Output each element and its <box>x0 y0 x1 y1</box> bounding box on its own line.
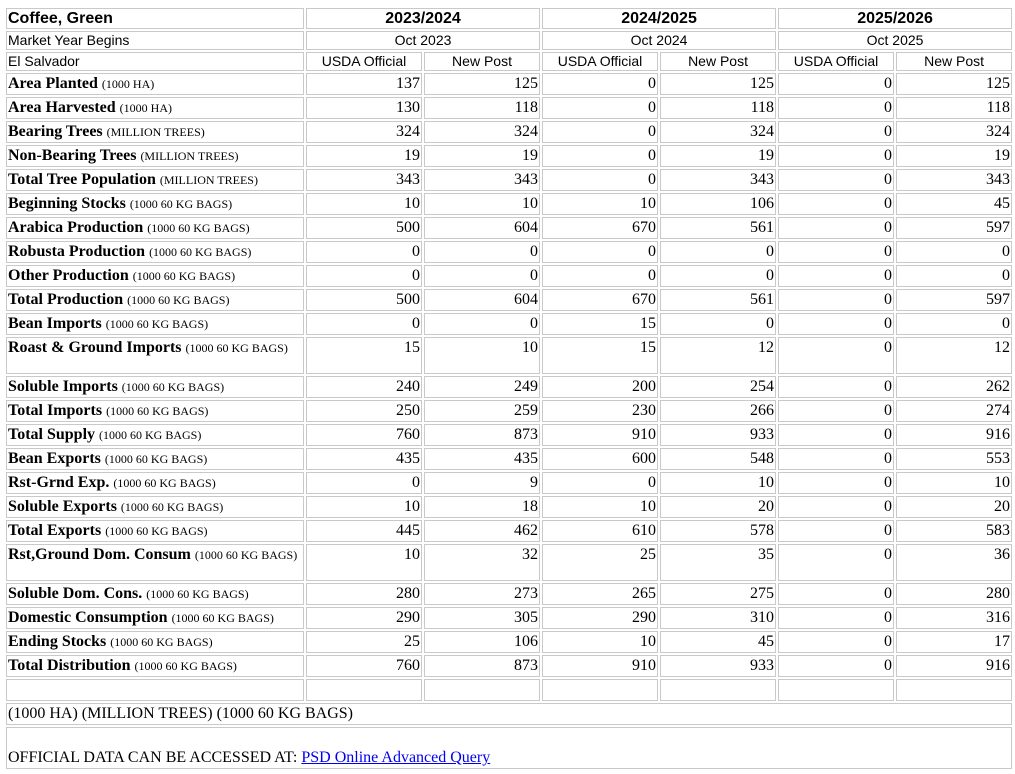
value-cell: 760 <box>306 424 422 446</box>
value-cell: 324 <box>424 121 540 143</box>
attribute-name: Rst-Grnd Exp. <box>8 474 110 491</box>
value-cell: 0 <box>778 169 894 191</box>
value-cell: 0 <box>660 313 776 335</box>
value-cell: 274 <box>896 400 1012 422</box>
attribute-name: Total Exports <box>8 522 102 539</box>
value-cell: 10 <box>424 193 540 215</box>
value-cell: 0 <box>778 217 894 239</box>
country-label: El Salvador <box>6 52 304 71</box>
attribute-unit: (1000 60 KG BAGS) <box>132 269 236 283</box>
value-cell: 0 <box>778 520 894 542</box>
value-cell: 273 <box>424 583 540 605</box>
value-cell: 561 <box>660 289 776 311</box>
attribute-unit: (1000 60 KG BAGS) <box>194 548 298 562</box>
row-attribute <box>6 337 304 374</box>
attribute-name: Total Imports <box>8 402 103 419</box>
col-usda-official: USDA Official <box>306 52 422 71</box>
value-cell: 266 <box>660 400 776 422</box>
value-cell: 604 <box>424 289 540 311</box>
value-cell: 118 <box>896 97 1012 119</box>
value-cell: 45 <box>896 193 1012 215</box>
value-cell: 0 <box>778 448 894 470</box>
attribute-unit: (MILLION TREES) <box>159 173 258 187</box>
value-cell: 0 <box>778 73 894 95</box>
attribute-unit: (1000 60 KG BAGS) <box>127 293 230 307</box>
value-cell: 15 <box>306 337 422 374</box>
value-cell: 249 <box>424 376 540 398</box>
year-begins-2: Oct 2024 <box>542 31 776 50</box>
table-row <box>6 337 1012 374</box>
table-body <box>6 73 1012 677</box>
value-cell: 10 <box>424 337 540 374</box>
value-cell: 125 <box>896 73 1012 95</box>
table-row <box>6 313 1012 335</box>
value-cell: 106 <box>424 631 540 653</box>
value-cell: 343 <box>424 169 540 191</box>
value-cell: 0 <box>660 265 776 287</box>
value-cell: 12 <box>660 337 776 374</box>
attribute-name: Bean Imports <box>8 315 102 332</box>
attribute-name: Total Supply <box>8 426 96 443</box>
row-attribute <box>6 289 304 311</box>
value-cell: 19 <box>896 145 1012 167</box>
value-cell: 0 <box>778 241 894 263</box>
value-cell: 604 <box>424 217 540 239</box>
attribute-unit: (MILLION TREES) <box>106 125 205 139</box>
value-cell: 10 <box>542 631 658 653</box>
row-attribute <box>6 400 304 422</box>
psd-table <box>4 6 1014 771</box>
row-attribute <box>6 217 304 239</box>
value-cell: 10 <box>896 472 1012 494</box>
row-attribute <box>6 520 304 542</box>
value-cell: 910 <box>542 424 658 446</box>
value-cell: 0 <box>306 265 422 287</box>
value-cell: 10 <box>306 544 422 581</box>
value-cell: 0 <box>896 241 1012 263</box>
value-cell: 262 <box>896 376 1012 398</box>
attribute-name: Domestic Consumption <box>8 609 168 626</box>
attribute-unit: (1000 60 KG BAGS) <box>120 500 224 514</box>
row-attribute <box>6 121 304 143</box>
value-cell: 18 <box>424 496 540 518</box>
value-cell: 445 <box>306 520 422 542</box>
value-cell: 25 <box>306 631 422 653</box>
table-row <box>6 448 1012 470</box>
attribute-unit: (1000 60 KG BAGS) <box>149 245 252 259</box>
value-cell: 0 <box>424 313 540 335</box>
value-cell: 0 <box>542 145 658 167</box>
value-cell: 10 <box>542 193 658 215</box>
value-cell: 275 <box>660 583 776 605</box>
year-begins-3: Oct 2025 <box>778 31 1012 50</box>
value-cell: 0 <box>542 169 658 191</box>
value-cell: 316 <box>896 607 1012 629</box>
value-cell: 118 <box>424 97 540 119</box>
value-cell: 10 <box>306 193 422 215</box>
year-begins-1: Oct 2023 <box>306 31 540 50</box>
value-cell: 200 <box>542 376 658 398</box>
attribute-unit: (1000 60 KG BAGS) <box>147 221 250 235</box>
value-cell: 9 <box>424 472 540 494</box>
attribute-name: Arabica Production <box>8 219 144 236</box>
attribute-name: Soluble Exports <box>8 498 117 515</box>
table-footer <box>6 679 1012 769</box>
value-cell: 0 <box>778 544 894 581</box>
value-cell: 578 <box>660 520 776 542</box>
value-cell: 10 <box>542 496 658 518</box>
value-cell: 462 <box>424 520 540 542</box>
value-cell: 290 <box>542 607 658 629</box>
value-cell: 0 <box>778 655 894 677</box>
value-cell: 0 <box>424 265 540 287</box>
attribute-unit: (1000 60 KG BAGS) <box>99 428 202 442</box>
row-attribute <box>6 607 304 629</box>
value-cell: 600 <box>542 448 658 470</box>
value-cell: 10 <box>306 496 422 518</box>
row-attribute <box>6 265 304 287</box>
table-row <box>6 607 1012 629</box>
value-cell: 500 <box>306 217 422 239</box>
value-cell: 17 <box>896 631 1012 653</box>
value-cell: 0 <box>542 472 658 494</box>
row-attribute <box>6 544 304 581</box>
value-cell: 125 <box>660 73 776 95</box>
value-cell: 25 <box>542 544 658 581</box>
attribute-name: Roast & Ground Imports <box>8 339 182 356</box>
attribute-name: Robusta Production <box>8 243 146 260</box>
attribute-name: Bean Exports <box>8 450 101 467</box>
value-cell: 933 <box>660 655 776 677</box>
attribute-unit: (1000 60 KG BAGS) <box>104 452 208 466</box>
value-cell: 343 <box>896 169 1012 191</box>
value-cell: 435 <box>306 448 422 470</box>
blank-cell <box>778 679 894 701</box>
row-attribute <box>6 73 304 95</box>
value-cell: 15 <box>542 313 658 335</box>
attribute-unit: (1000 HA) <box>101 77 155 91</box>
value-cell: 20 <box>896 496 1012 518</box>
value-cell: 0 <box>542 265 658 287</box>
table-row <box>6 400 1012 422</box>
row-attribute <box>6 655 304 677</box>
table-row <box>6 583 1012 605</box>
table-row <box>6 145 1012 167</box>
blank-cell <box>6 679 304 701</box>
table-row <box>6 520 1012 542</box>
table-row <box>6 655 1012 677</box>
value-cell: 36 <box>896 544 1012 581</box>
attribute-unit: (MILLION TREES) <box>140 149 239 163</box>
attribute-name: Area Harvested <box>8 99 116 116</box>
units-note: (1000 HA) (MILLION TREES) (1000 60 KG BAGS) <box>6 703 1012 725</box>
value-cell: 259 <box>424 400 540 422</box>
value-cell: 548 <box>660 448 776 470</box>
value-cell: 0 <box>660 241 776 263</box>
attribute-unit: (1000 60 KG BAGS) <box>110 635 213 649</box>
row-attribute <box>6 631 304 653</box>
psd-online-link[interactable]: PSD Online Advanced Query <box>301 749 491 766</box>
attribute-name: Bearing Trees <box>8 123 103 140</box>
row-attribute <box>6 193 304 215</box>
value-cell: 324 <box>896 121 1012 143</box>
row-attribute <box>6 145 304 167</box>
value-cell: 0 <box>778 313 894 335</box>
value-cell: 19 <box>424 145 540 167</box>
access-note <box>6 727 1012 769</box>
blank-cell <box>424 679 540 701</box>
col-usda-official: USDA Official <box>542 52 658 71</box>
blank-cell <box>306 679 422 701</box>
blank-cell <box>896 679 1012 701</box>
value-cell: 0 <box>778 376 894 398</box>
table-row <box>6 193 1012 215</box>
attribute-unit: (1000 60 KG BAGS) <box>129 197 233 211</box>
value-cell: 500 <box>306 289 422 311</box>
value-cell: 305 <box>424 607 540 629</box>
value-cell: 280 <box>896 583 1012 605</box>
table-row <box>6 289 1012 311</box>
value-cell: 916 <box>896 424 1012 446</box>
value-cell: 0 <box>778 97 894 119</box>
attribute-unit: (1000 60 KG BAGS) <box>105 524 208 538</box>
value-cell: 873 <box>424 424 540 446</box>
attribute-unit: (1000 60 KG BAGS) <box>105 317 209 331</box>
table-header <box>6 8 1012 71</box>
attribute-name: Total Tree Population <box>8 171 156 188</box>
attribute-name: Total Production <box>8 291 124 308</box>
table-row <box>6 376 1012 398</box>
table-row <box>6 424 1012 446</box>
attribute-name: Other Production <box>8 267 129 284</box>
value-cell: 125 <box>424 73 540 95</box>
value-cell: 265 <box>542 583 658 605</box>
table-row <box>6 169 1012 191</box>
value-cell: 0 <box>778 607 894 629</box>
value-cell: 35 <box>660 544 776 581</box>
value-cell: 230 <box>542 400 658 422</box>
row-attribute <box>6 241 304 263</box>
table-row <box>6 265 1012 287</box>
value-cell: 583 <box>896 520 1012 542</box>
attribute-unit: (1000 60 KG BAGS) <box>106 404 209 418</box>
col-new-post: New Post <box>660 52 776 71</box>
value-cell: 0 <box>424 241 540 263</box>
value-cell: 310 <box>660 607 776 629</box>
value-cell: 254 <box>660 376 776 398</box>
value-cell: 0 <box>778 400 894 422</box>
attribute-name: Beginning Stocks <box>8 195 126 212</box>
value-cell: 106 <box>660 193 776 215</box>
value-cell: 19 <box>306 145 422 167</box>
value-cell: 12 <box>896 337 1012 374</box>
value-cell: 0 <box>542 121 658 143</box>
value-cell: 343 <box>660 169 776 191</box>
attribute-unit: (1000 60 KG BAGS) <box>113 476 216 490</box>
value-cell: 118 <box>660 97 776 119</box>
attribute-unit: (1000 60 KG BAGS) <box>146 587 249 601</box>
access-text: OFFICIAL DATA CAN BE ACCESSED AT: <box>8 749 298 766</box>
table-row <box>6 121 1012 143</box>
attribute-name: Rst,Ground Dom. Consum <box>8 546 191 563</box>
attribute-unit: (1000 60 KG BAGS) <box>134 659 237 673</box>
row-attribute <box>6 472 304 494</box>
attribute-name: Ending Stocks <box>8 633 107 650</box>
value-cell: 873 <box>424 655 540 677</box>
row-attribute <box>6 448 304 470</box>
row-attribute <box>6 313 304 335</box>
value-cell: 19 <box>660 145 776 167</box>
value-cell: 561 <box>660 217 776 239</box>
market-year-label: Market Year Begins <box>6 31 304 50</box>
value-cell: 760 <box>306 655 422 677</box>
row-attribute <box>6 424 304 446</box>
blank-cell <box>542 679 658 701</box>
value-cell: 597 <box>896 217 1012 239</box>
table-row <box>6 217 1012 239</box>
attribute-unit: (1000 60 KG BAGS) <box>171 611 274 625</box>
row-attribute <box>6 97 304 119</box>
value-cell: 130 <box>306 97 422 119</box>
value-cell: 916 <box>896 655 1012 677</box>
attribute-name: Soluble Dom. Cons. <box>8 585 143 602</box>
value-cell: 324 <box>660 121 776 143</box>
table-row <box>6 241 1012 263</box>
row-attribute <box>6 169 304 191</box>
value-cell: 435 <box>424 448 540 470</box>
attribute-unit: (1000 60 KG BAGS) <box>121 380 225 394</box>
value-cell: 597 <box>896 289 1012 311</box>
value-cell: 0 <box>306 472 422 494</box>
row-attribute <box>6 583 304 605</box>
blank-row <box>6 679 1012 701</box>
year-header-1: 2023/2024 <box>306 8 540 29</box>
row-attribute <box>6 376 304 398</box>
value-cell: 250 <box>306 400 422 422</box>
value-cell: 20 <box>660 496 776 518</box>
attribute-name: Soluble Imports <box>8 378 118 395</box>
value-cell: 0 <box>778 424 894 446</box>
year-header-3: 2025/2026 <box>778 8 1012 29</box>
value-cell: 324 <box>306 121 422 143</box>
value-cell: 0 <box>778 193 894 215</box>
value-cell: 610 <box>542 520 658 542</box>
value-cell: 0 <box>778 337 894 374</box>
value-cell: 0 <box>778 145 894 167</box>
value-cell: 10 <box>660 472 776 494</box>
attribute-unit: (1000 HA) <box>119 101 172 115</box>
value-cell: 0 <box>778 631 894 653</box>
attribute-name: Non-Bearing Trees <box>8 147 137 164</box>
value-cell: 0 <box>542 73 658 95</box>
value-cell: 280 <box>306 583 422 605</box>
attribute-name: Area Planted <box>8 75 98 92</box>
value-cell: 137 <box>306 73 422 95</box>
col-new-post: New Post <box>424 52 540 71</box>
value-cell: 32 <box>424 544 540 581</box>
value-cell: 0 <box>778 121 894 143</box>
value-cell: 0 <box>542 241 658 263</box>
value-cell: 0 <box>306 313 422 335</box>
value-cell: 0 <box>896 313 1012 335</box>
commodity-title: Coffee, Green <box>6 8 304 29</box>
table-row <box>6 631 1012 653</box>
year-header-2: 2024/2025 <box>542 8 776 29</box>
value-cell: 0 <box>306 241 422 263</box>
value-cell: 45 <box>660 631 776 653</box>
value-cell: 0 <box>778 496 894 518</box>
table-row <box>6 472 1012 494</box>
value-cell: 0 <box>778 472 894 494</box>
attribute-name: Total Distribution <box>8 657 131 674</box>
value-cell: 0 <box>778 265 894 287</box>
value-cell: 343 <box>306 169 422 191</box>
attribute-unit: (1000 60 KG BAGS) <box>185 341 288 355</box>
table-row <box>6 97 1012 119</box>
value-cell: 670 <box>542 289 658 311</box>
col-new-post: New Post <box>896 52 1012 71</box>
value-cell: 0 <box>896 265 1012 287</box>
value-cell: 553 <box>896 448 1012 470</box>
value-cell: 290 <box>306 607 422 629</box>
table-row <box>6 73 1012 95</box>
table-row <box>6 544 1012 581</box>
value-cell: 933 <box>660 424 776 446</box>
value-cell: 240 <box>306 376 422 398</box>
table-row <box>6 496 1012 518</box>
col-usda-official: USDA Official <box>778 52 894 71</box>
value-cell: 910 <box>542 655 658 677</box>
value-cell: 670 <box>542 217 658 239</box>
row-attribute <box>6 496 304 518</box>
value-cell: 15 <box>542 337 658 374</box>
value-cell: 0 <box>542 97 658 119</box>
value-cell: 0 <box>778 583 894 605</box>
blank-cell <box>660 679 776 701</box>
value-cell: 0 <box>778 289 894 311</box>
